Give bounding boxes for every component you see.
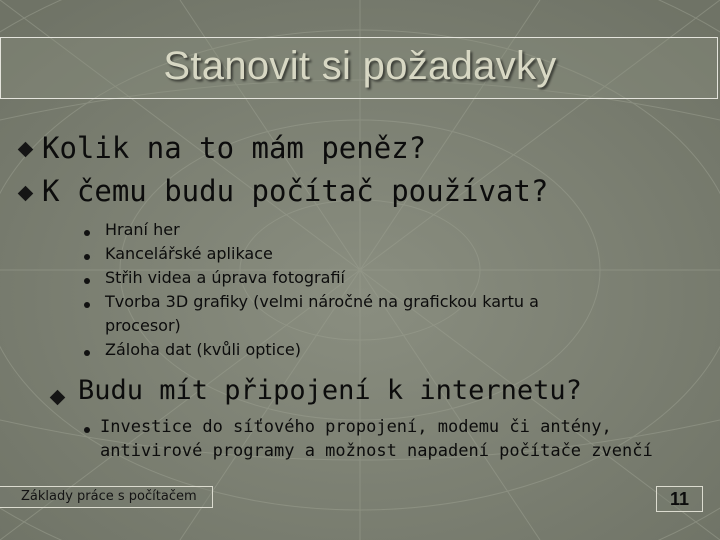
usage-item-office: Kancelářské aplikace bbox=[105, 244, 273, 263]
question-usage: K čemu budu počítač používat? bbox=[42, 174, 549, 208]
usage-item-video: Střih videa a úprava fotografií bbox=[105, 268, 345, 287]
round-bullet-icon bbox=[84, 230, 90, 236]
usage-item-3d-continued: procesor) bbox=[105, 316, 181, 335]
internet-item-investment: Investice do síťového propojení, modemu či antény, bbox=[100, 417, 612, 437]
footer-label: Základy práce s počítačem bbox=[21, 489, 197, 504]
round-bullet-icon bbox=[84, 427, 90, 433]
page-number: 11 bbox=[669, 489, 690, 509]
usage-item-games: Hraní her bbox=[105, 220, 180, 239]
round-bullet-icon bbox=[84, 350, 90, 356]
question-internet: Budu mít připojení k internetu? bbox=[78, 375, 582, 406]
usage-item-backup: Záloha dat (kvůli optice) bbox=[105, 340, 301, 359]
internet-item-investment-continued: antivirové programy a možnost napadení počítače zvenčí bbox=[100, 441, 653, 461]
round-bullet-icon bbox=[84, 254, 90, 260]
usage-item-3d: Tvorba 3D grafiky (velmi náročné na grafickou kartu a bbox=[105, 292, 539, 311]
round-bullet-icon bbox=[84, 278, 90, 284]
question-budget: Kolik na to mám peněz? bbox=[42, 131, 427, 165]
round-bullet-icon bbox=[84, 302, 90, 308]
slide-title: Stanovit si požadavky bbox=[163, 44, 557, 88]
